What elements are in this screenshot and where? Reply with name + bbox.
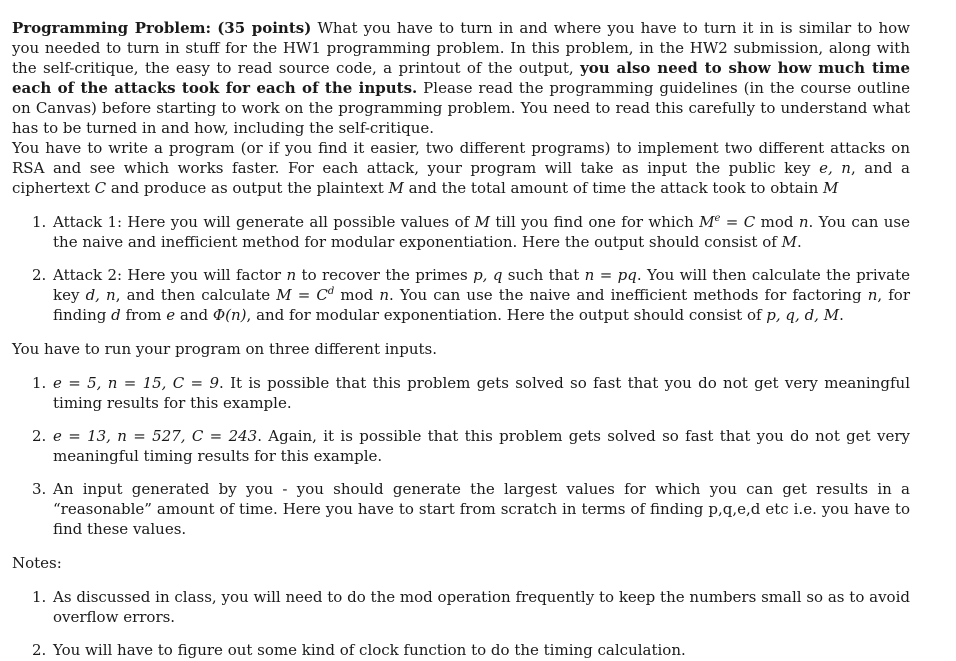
attack1-text: till you find one for which xyxy=(489,213,700,231)
attack2-math: M = C xyxy=(276,286,328,304)
list-number: 1. xyxy=(32,213,47,231)
attack2-text: to recover the primes xyxy=(296,266,474,284)
attack2-text: . You can use the naive and inefficient methods for factoring xyxy=(389,286,868,304)
attack2-text: and xyxy=(175,306,213,324)
list-item xyxy=(12,426,910,466)
attack2-math: n = pq xyxy=(584,266,637,284)
attack1-text: Attack 1: Here you will generate all possible values of xyxy=(53,213,475,231)
intro-text-1: What you have to turn in and where you have to turn it in is similar to how you needed to turn in stuff for the HW1 programming problem. In this problem, in the HW2 submission, along with the self-critique, the easy to read source code, a printout of the output, xyxy=(12,19,910,77)
attack2-math: e xyxy=(166,306,176,324)
attack2-text: from xyxy=(120,306,167,324)
list-item xyxy=(12,479,910,539)
attack1-math: M xyxy=(781,233,797,251)
inputs-list xyxy=(12,373,910,539)
note2-text: You will have to figure out some kind of clock function to do the timing calculation. xyxy=(53,641,686,659)
attack2-math: n xyxy=(867,286,878,304)
attack1-superscript: e xyxy=(714,213,721,224)
task-paragraph xyxy=(12,138,910,198)
attack1-math: M xyxy=(474,213,490,231)
attack2-text: , for finding xyxy=(53,286,910,324)
task-math-m-2: M xyxy=(823,179,839,197)
attack2-text: mod xyxy=(334,286,380,304)
list-item xyxy=(12,373,910,413)
list-number: 1. xyxy=(32,588,47,606)
list-item xyxy=(12,587,910,627)
attack1-math: = C xyxy=(720,213,756,231)
attack2-math: d xyxy=(111,306,121,324)
attack2-text: , and then calculate xyxy=(115,286,277,304)
input2-math: e = 13, n = 527, C = 243 xyxy=(53,427,258,445)
attack1-text: mod xyxy=(755,213,799,231)
inputs-intro: You have to run your program on three different inputs. xyxy=(12,340,437,358)
attack2-text: Attack 2: Here you will factor xyxy=(53,266,287,284)
task-text-3: and produce as output the plaintext xyxy=(106,179,389,197)
attack1-math: n xyxy=(798,213,809,231)
attack2-math: Φ(n) xyxy=(212,306,247,324)
list-number: 2. xyxy=(32,266,47,284)
task-text-2: , and a ciphertext xyxy=(12,159,911,197)
task-text-4: and the total amount of time the attack took to obtain xyxy=(403,179,824,197)
intro-bold-requirement: you also need to show how much time each of the attacks took for each of the inputs. xyxy=(12,59,910,97)
list-item xyxy=(12,640,910,660)
attack2-math: n xyxy=(379,286,390,304)
intro-paragraph xyxy=(12,18,910,138)
attack2-text: , and for modular exponentiation. Here the output should consist of xyxy=(246,306,767,324)
list-number: 3. xyxy=(32,480,47,498)
problem-heading: Programming Problem: xyxy=(12,19,212,37)
attack2-text: . You will then calculate the private key xyxy=(53,266,910,304)
attack1-text: . You can use the naive and inefficient method for modular exponentiation. Here the output should consist of xyxy=(53,213,910,251)
attack2-math: d, n xyxy=(85,286,116,304)
task-text-1: You have to write a program (or if you find it easier, two different programs) to implement two different attacks on RSA and see which works faster. For each attack, your program will take as input the public key xyxy=(12,139,910,177)
note1-text: As discussed in class, you will need to do the mod operation frequently to keep the numbers small so as to avoid overflow errors. xyxy=(53,588,910,626)
task-math-key: e, n xyxy=(819,159,851,177)
attack1-text: . xyxy=(796,233,802,251)
input1-math: e = 5, n = 15, C = 9 xyxy=(53,374,219,392)
list-item xyxy=(12,212,910,252)
input2-text: . Again, it is possible that this problem gets solved so fast that you do not get very meaningful timing results for this example. xyxy=(53,427,911,465)
attack2-math: p, q xyxy=(473,266,503,284)
list-item xyxy=(12,265,910,325)
attack2-superscript: d xyxy=(327,286,335,297)
task-math-m: M xyxy=(388,179,404,197)
attacks-list xyxy=(12,212,910,325)
attack1-math: M xyxy=(699,213,715,231)
attack2-math: n xyxy=(286,266,297,284)
intro-text-2: Please read the programming guidelines (in the course outline on Canvas) before starting to work on the programming problem. You need to read this carefully to understand what has to be turned in and how, including the self-critique. xyxy=(12,79,910,137)
points-label: (35 points) xyxy=(217,19,312,37)
attack2-text: . xyxy=(839,306,844,324)
task-math-c: C xyxy=(94,179,107,197)
list-number: 2. xyxy=(32,641,47,659)
input1-text: . It is possible that this problem gets solved so fast that you do not get very meaningful timing results for this example. xyxy=(53,374,910,412)
attack2-math: p, q, d, M xyxy=(766,306,840,324)
notes-list xyxy=(12,587,910,660)
list-number: 1. xyxy=(32,374,47,392)
attack2-text: such that xyxy=(502,266,585,284)
notes-heading: Notes: xyxy=(12,554,62,572)
input3-text: An input generated by you - you should generate the largest values for which you can get results in a “reasonable” amount of time. Here you have to start from scratch in terms of finding p,q,e,d etc i.e. you have to find these values. xyxy=(53,480,910,538)
list-number: 2. xyxy=(32,427,47,445)
